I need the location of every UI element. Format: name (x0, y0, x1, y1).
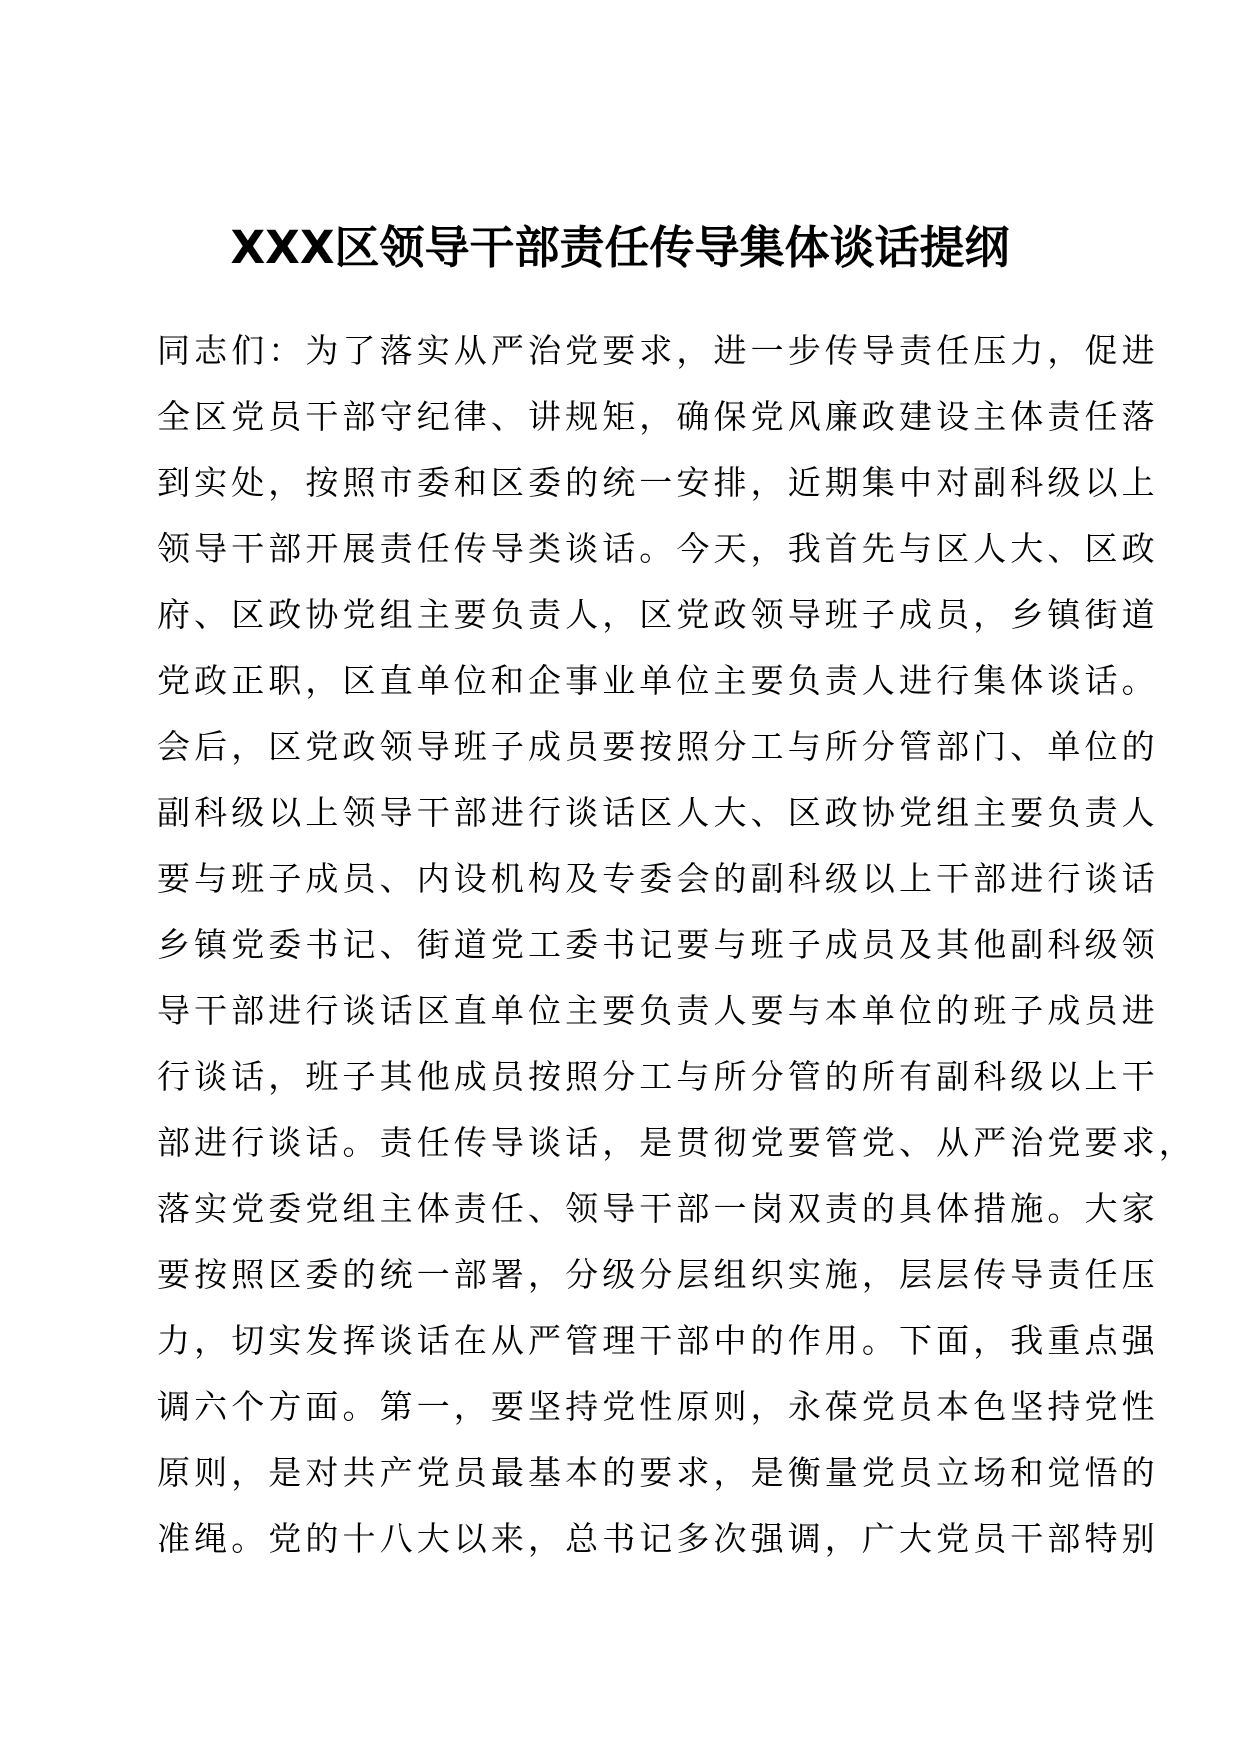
body-line: 行谈话，班子其他成员按照分工与所分管的所有副科级以上干 (157, 1057, 1159, 1096)
body-line: 要与班子成员、内设机构及专委会的副科级以上干部进行谈话 (157, 859, 1159, 898)
body-line: 党政正职，区直单位和企事业单位主要负责人进行集体谈话。 (157, 661, 1159, 700)
body-line: 乡镇党委书记、街道党工委书记要与班子成员及其他副科级领 (157, 925, 1159, 964)
body-line: 原则，是对共产党员最基本的要求，是衡量党员立场和觉悟的 (157, 1453, 1159, 1492)
body-line: 副科级以上领导干部进行谈话区人大、区政协党组主要负责人 (157, 793, 1159, 832)
body-line: 到实处，按照市委和区委的统一安排，近期集中对副科级以上 (157, 463, 1159, 502)
body-line: 会后，区党政领导班子成员要按照分工与所分管部门、单位的 (157, 727, 1159, 766)
body-line: 府、区政协党组主要负责人，区党政领导班子成员，乡镇街道 (157, 595, 1159, 634)
body-line: 要按照区委的统一部署，分级分层组织实施，层层传导责任压 (157, 1255, 1159, 1294)
body-line: 领导干部开展责任传导类谈话。今天，我首先与区人大、区政 (157, 529, 1159, 568)
body-line: 落实党委党组主体责任、领导干部一岗双责的具体措施。大家 (157, 1189, 1159, 1228)
body-line: 准绳。党的十八大以来，总书记多次强调，广大党员干部特别 (157, 1519, 1159, 1558)
document-body (157, 318, 1196, 1572)
document-title: XXX区领导干部责任传导集体谈话提纲 (230, 221, 1010, 274)
body-line: 调六个方面。第一，要坚持党性原则，永葆党员本色坚持党性 (157, 1387, 1159, 1426)
body-line: 同志们：为了落实从严治党要求，进一步传导责任压力，促进 (157, 331, 1159, 370)
body-line: 导干部进行谈话区直单位主要负责人要与本单位的班子成员进 (157, 991, 1159, 1030)
body-line: 力，切实发挥谈话在从严管理干部中的作用。下面，我重点强 (157, 1321, 1159, 1360)
body-line: 部进行谈话。责任传导谈话，是贯彻党要管党、从严治党要求， (157, 1123, 1196, 1162)
body-line: 全区党员干部守纪律、讲规矩，确保党风廉政建设主体责任落 (157, 397, 1159, 436)
